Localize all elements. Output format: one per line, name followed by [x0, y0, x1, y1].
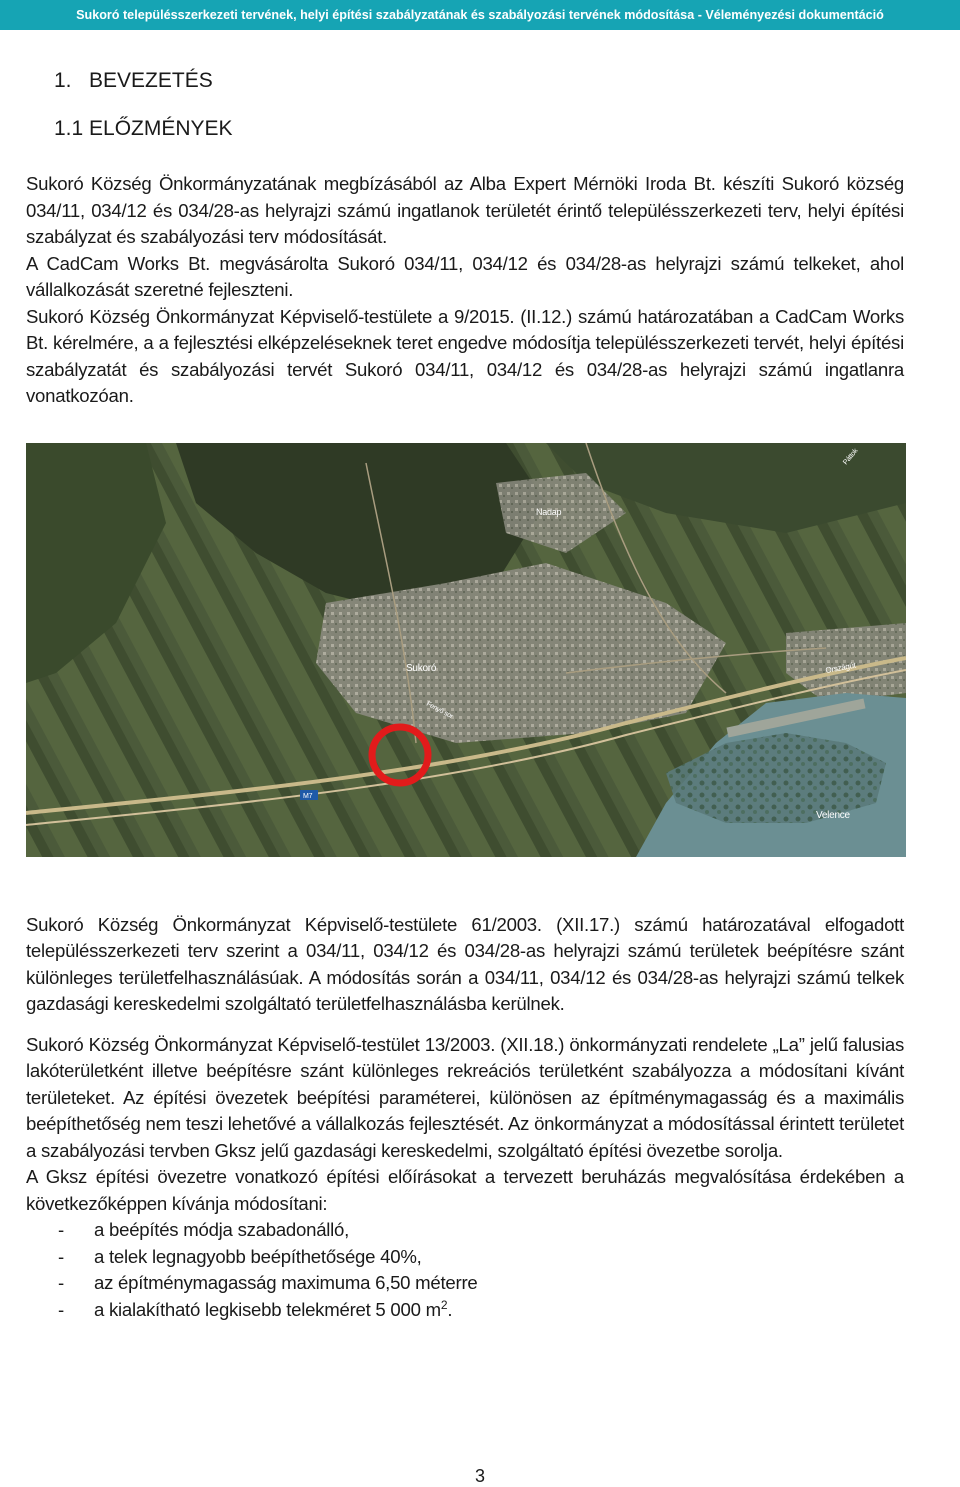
list-item: - a beépítés módja szabadonálló, [58, 1219, 350, 1240]
list-item: - az építménymagasság maximuma 6,50 méterre [58, 1272, 478, 1293]
list-item: - a kialakítható legkisebb telekméret 5 000 $m^2$. [58, 1297, 453, 1320]
map-label-velence: Velence [816, 809, 850, 821]
structure-plan-paragraph: Sukoró Község Önkormányzat Képviselő-testülete 61/2003. (XII.17.) számú határozatával elfogadott településszerkezeti terv szerint a 034/11, 034/12 és 034/28-as helyrajzi számú területek beépítésre szánt különleges területfelhasználásúak. A módosítás során a 034/11, 034/12 és 034/28-as helyrajzi számú telkek gazdasági kereskedelmi szolgáltató területfelhasználásba kerülnek. [26, 913, 904, 1014]
map-label-sukoro: Sukoró [406, 662, 437, 674]
section-heading: 1. BEVEZETÉS [54, 69, 213, 92]
header-title: Sukoró településszerkezeti tervének, helyi építési szabályzatának és szabályozási tervének módosítása - Véleményezési dokumentáció [76, 8, 884, 22]
gksz-paragraph: A Gksz építési övezetre vonatkozó építési előírásokat a tervezett beruházás megvalósítása érdekében a következőképpen kívánja módosítani: [26, 1166, 904, 1214]
map-label-orszagut: Országút [824, 660, 857, 675]
map-label-m7: M7 [303, 792, 313, 800]
regulation-paragraph: Sukoró Község Önkormányzat Képviselő-testület 13/2003. (XII.18.) önkormányzati rendelete „La” jelű falusias lakóterületként illetve beépítésre szánt különleges rekreációs területként szabályozza a módosítani kívánt területeket. Az építési övezetek beépítési paraméterei, különösen az építménymagasság és a maximális beépíthetőség nem teszi lehetővé a vállalkozás fejlesztését. Az önkormányzat a módosítással érintett területet a szabályozási tervben Gksz jelű gazdasági kereskedelmi, szolgáltató építési övezetbe sorolja. [26, 1033, 904, 1161]
modification-list [26, 1217, 904, 1323]
map-label-pattok: Páttok [842, 447, 860, 466]
aerial-map [26, 443, 906, 857]
intro-paragraph: Sukoró Község Önkormányzatának megbízásából az Alba Expert Mérnöki Iroda Bt. készíti Sukoró község 034/11, 034/12 és 034/28-as helyrajzi számú ingatlanok területét érintő településszerkezeti terv, helyi építési szabályzat és szabályozási terv módosítását. [26, 173, 904, 247]
page-number: 3 [474, 1466, 485, 1486]
map-label-nadap: Nadap [536, 506, 562, 517]
page-content [26, 60, 904, 1323]
purchase-paragraph: A CadCam Works Bt. megvásárolta Sukoró 034/11, 034/12 és 034/28-as helyrajzi számú telkeket, ahol vállalkozását szeretné fejleszteni. [26, 252, 904, 300]
list-item: - a telek legnagyobb beépíthetősége 40%, [58, 1245, 422, 1267]
subsection-heading: 1.1 ELŐZMÉNYEK [54, 117, 233, 140]
satellite-image [26, 443, 906, 857]
map-label-fenyo-sor: Fenyő sor [425, 700, 454, 720]
document-header [0, 0, 960, 30]
decision-paragraph: Sukoró Község Önkormányzat Képviselő-testülete a 9/2015. (II.12.) számú határozatában a CadCam Works Bt. kérelmére, a a fejlesztési elképzeléseknek teret engedve módosítja településszerkezeti tervét, helyi építési szabályzatát és szabályozási tervét Sukoró 034/11, 034/12 és 034/28-as helyrajzi számú ingatlanra vonatkozóan. [26, 305, 904, 406]
